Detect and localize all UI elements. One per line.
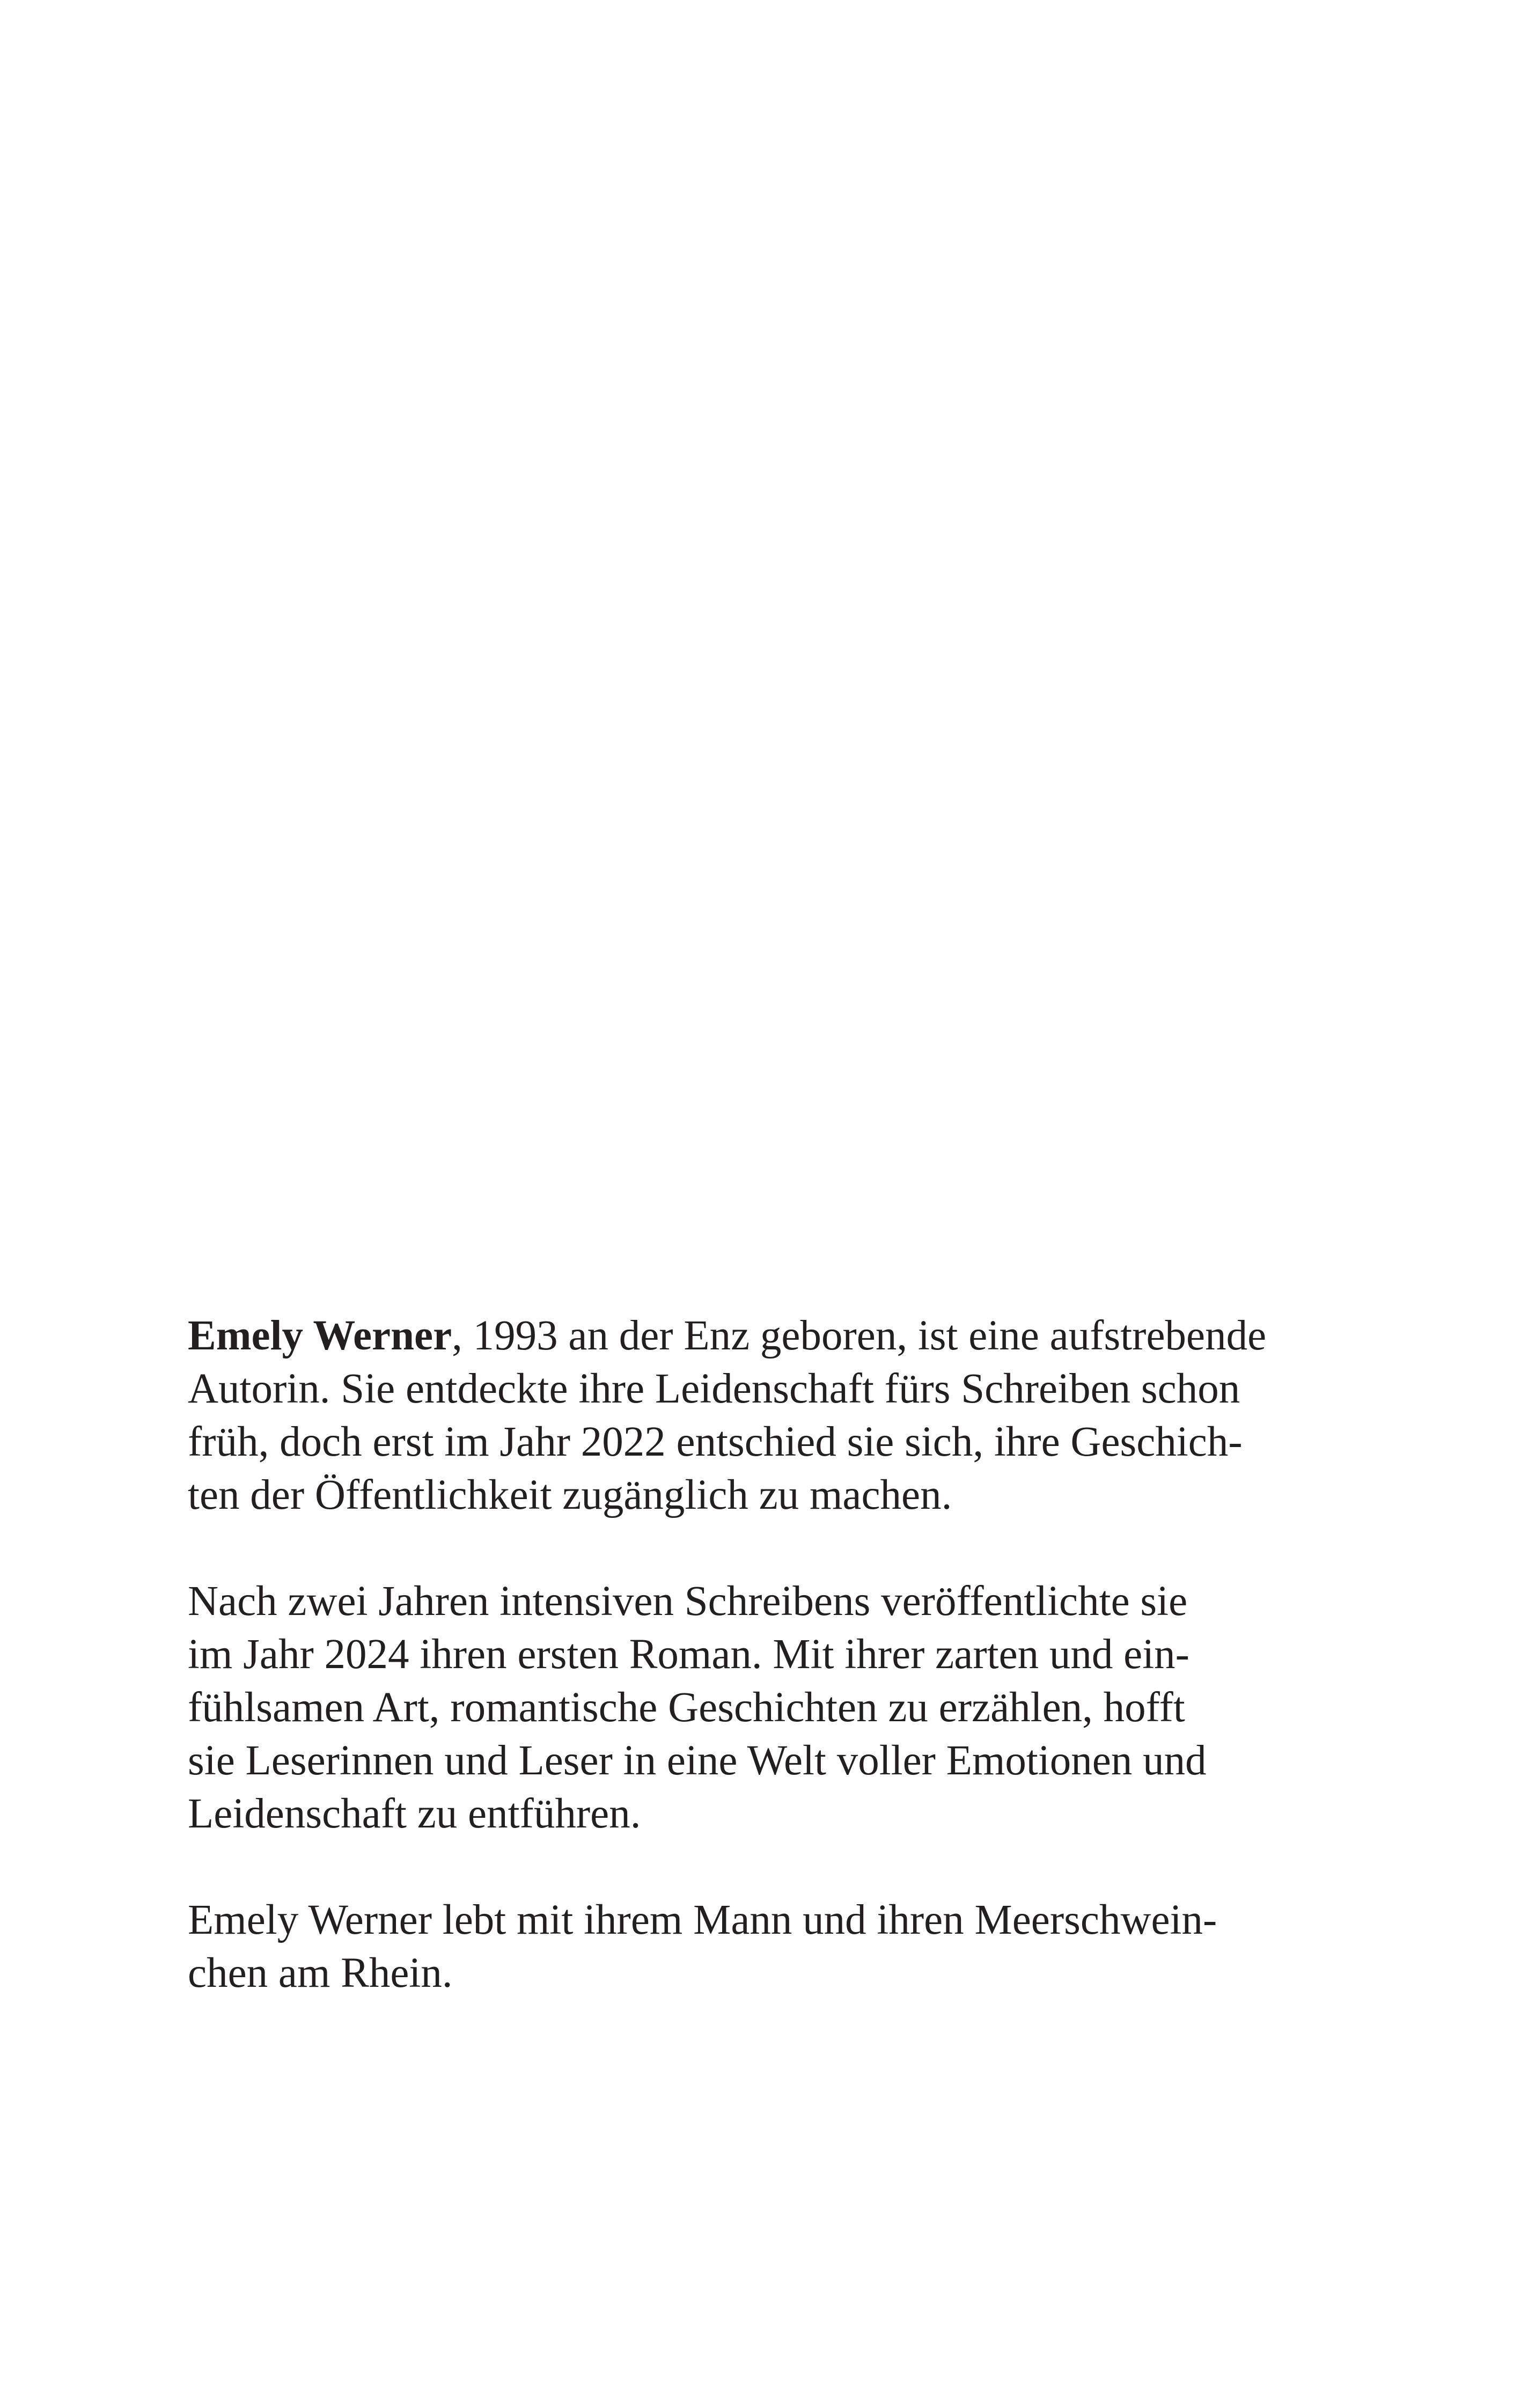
bio-paragraph-1-line-3: früh, doch erst im Jahr 2022 entschied sie sich, ihre Geschich- xyxy=(188,1419,1243,1465)
bio-paragraph-1 xyxy=(188,1309,1341,1522)
author-name: Emely Werner xyxy=(188,1312,452,1359)
bio-paragraph-2-line-1: Nach zwei Jahren intensiven Schreibens veröffentlichte sie xyxy=(188,1578,1188,1625)
bio-paragraph-3-line-2: chen am Rhein. xyxy=(188,1950,453,1996)
bio-paragraph-3-line-1: Emely Werner lebt mit ihrem Mann und ihren Meerschwein- xyxy=(188,1897,1217,1943)
bio-paragraph-1-line-1 xyxy=(188,1309,1341,1362)
bio-paragraph-2-line-3: fühlsamen Art, romantische Geschichten zu erzählen, hofft xyxy=(188,1684,1185,1731)
bio-paragraph-1-line-4: ten der Öffentlichkeit zugänglich zu machen. xyxy=(188,1472,952,1518)
bio-paragraph-2 xyxy=(188,1575,1341,1840)
author-bio xyxy=(188,1309,1341,2000)
bio-paragraph-1-line-2: Autorin. Sie entdeckte ihre Leidenschaft fürs Schreiben schon xyxy=(188,1365,1240,1412)
paragraph-spacer xyxy=(188,1522,1341,1575)
bio-paragraph-2-line-5: Leidenschaft zu entführen. xyxy=(188,1790,641,1837)
bio-paragraph-2-line-2: im Jahr 2024 ihren ersten Roman. Mit ihrer zarten und ein- xyxy=(188,1631,1189,1678)
paragraph-spacer xyxy=(188,1840,1341,1893)
bio-paragraph-2-line-4: sie Leserinnen und Leser in eine Welt voller Emotionen und xyxy=(188,1737,1207,1784)
bio-paragraph-3 xyxy=(188,1893,1341,2000)
bio-paragraph-1-line-1-text: , 1993 an der Enz geboren, ist eine aufstrebende xyxy=(452,1312,1267,1359)
